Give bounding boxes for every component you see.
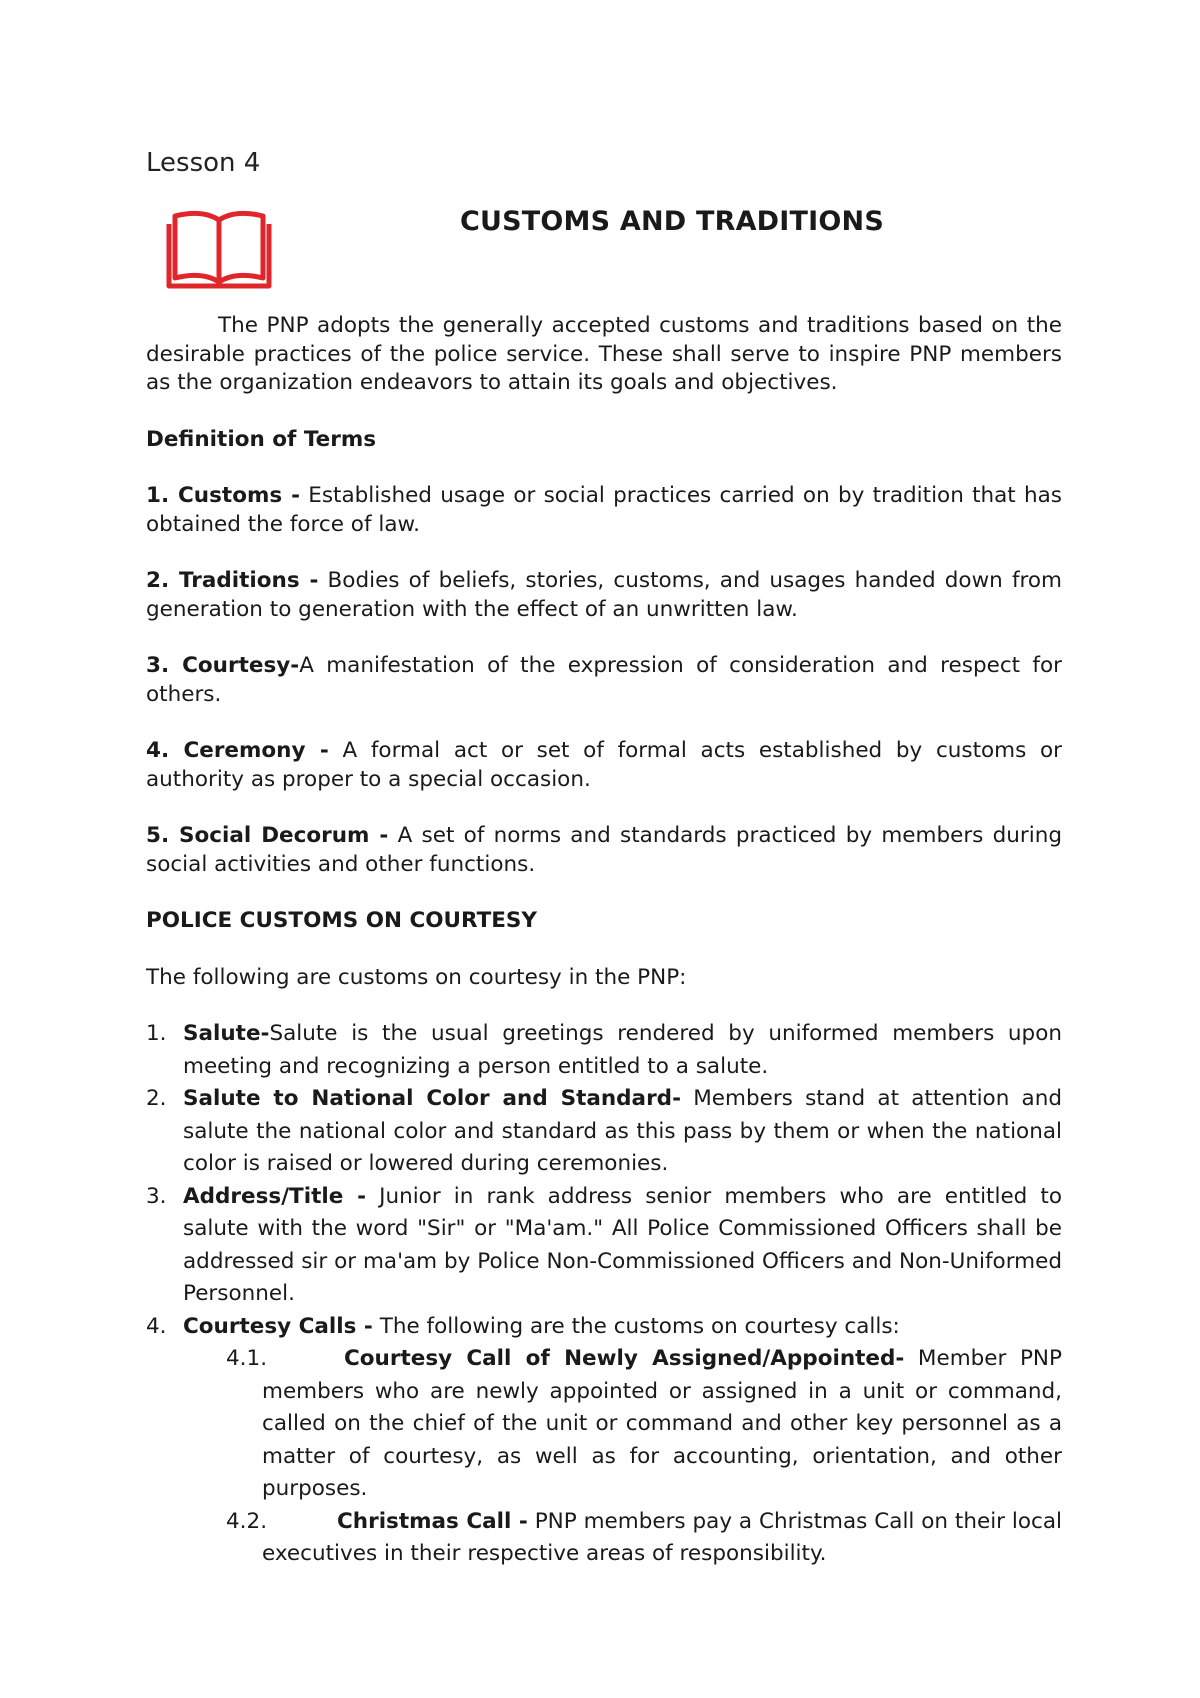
sub-list-number: 4.1. bbox=[226, 1346, 268, 1371]
customs-list bbox=[146, 1018, 1062, 1571]
sub-list-item bbox=[183, 1506, 1062, 1571]
definition-item bbox=[146, 822, 1062, 879]
page-title: CUSTOMS AND TRADITIONS bbox=[460, 206, 884, 237]
list-term: Address/Title - bbox=[183, 1183, 366, 1209]
definition-item bbox=[146, 652, 1062, 709]
list-text: The following are the customs on courtesy calls: bbox=[372, 1313, 900, 1339]
definition-item bbox=[146, 737, 1062, 794]
lesson-label: Lesson 4 bbox=[146, 148, 261, 178]
list-text: Salute is the usual greetings rendered by uniformed members upon meeting and recognizing a person entitled to a salute. bbox=[183, 1021, 1062, 1079]
document-body bbox=[146, 312, 1062, 1571]
definitions-heading: Definition of Terms bbox=[146, 426, 377, 452]
definition-term: 4. Ceremony - bbox=[146, 738, 329, 763]
sub-list-term: Courtesy Call of Newly Assigned/Appointed- bbox=[344, 1346, 905, 1371]
customs-heading: POLICE CUSTOMS ON COURTESY bbox=[146, 908, 537, 933]
definition-item bbox=[146, 567, 1062, 624]
definition-text: Bodies of beliefs, stories, customs, and usages handed down from generation to generation with the effect of an unwritten law. bbox=[146, 568, 1062, 622]
list-item bbox=[146, 1311, 1062, 1571]
definition-term: 5. Social Decorum - bbox=[146, 823, 389, 848]
open-book-icon bbox=[165, 206, 273, 290]
list-term: Salute- bbox=[183, 1021, 270, 1046]
sub-list-number: 4.2. bbox=[226, 1508, 268, 1534]
sub-list-term: Christmas Call - bbox=[337, 1508, 528, 1534]
list-text: Members stand at attention and salute the national color and standard as this pass by them or when the national color is raised or lowered during ceremonies. bbox=[183, 1086, 1063, 1176]
list-number: 1. bbox=[146, 1021, 167, 1046]
list-item bbox=[146, 1181, 1062, 1311]
definition-text: Established usage or social practices carried on by tradition that has obtained the force of law. bbox=[146, 483, 1062, 537]
definition-text: A set of norms and standards practiced by members during social activities and other functions. bbox=[146, 823, 1062, 877]
list-number: 3. bbox=[146, 1183, 167, 1209]
sub-list-text: Member PNP members who are newly appointed or assigned in a unit or command, called on the chief of the unit or command and other key personnel as a matter of courtesy, as well as for accounting, orientation, and other purposes. bbox=[262, 1346, 1062, 1501]
list-number: 2. bbox=[146, 1086, 167, 1111]
list-term: Courtesy Calls - bbox=[183, 1313, 373, 1339]
definition-term: 1. Customs - bbox=[146, 483, 300, 508]
list-text: Junior in rank address senior members who are entitled to salute with the word "Sir" or "Ma'am." All Police Commissioned Officers shall be addressed sir or ma'am by Police Non-Commissioned Officers and Non-Uniformed Personnel. bbox=[183, 1183, 1062, 1306]
definition-text: A manifestation of the expression of consideration and respect for others. bbox=[146, 653, 1062, 707]
sub-list-text: PNP members pay a Christmas Call on their local executives in their respective areas of responsibility. bbox=[262, 1508, 1062, 1566]
list-item bbox=[146, 1083, 1062, 1181]
definition-term: 2. Traditions - bbox=[146, 568, 319, 593]
list-term: Salute to National Color and Standard- bbox=[183, 1086, 681, 1111]
customs-intro: The following are customs on courtesy in the PNP: bbox=[146, 964, 687, 990]
intro-paragraph: The PNP adopts the generally accepted customs and traditions based on the desirable practices of the police service. These shall serve to inspire PNP members as the organization endeavors to attain its goals and objectives. bbox=[146, 313, 1062, 395]
definition-text: A formal act or set of formal acts established by customs or authority as proper to a special occasion. bbox=[146, 738, 1063, 792]
list-number: 4. bbox=[146, 1313, 167, 1339]
definition-item bbox=[146, 482, 1062, 539]
sub-list-item bbox=[183, 1343, 1062, 1506]
list-item bbox=[146, 1018, 1062, 1083]
courtesy-calls-list bbox=[183, 1343, 1062, 1571]
definition-term: 3. Courtesy- bbox=[146, 653, 300, 678]
